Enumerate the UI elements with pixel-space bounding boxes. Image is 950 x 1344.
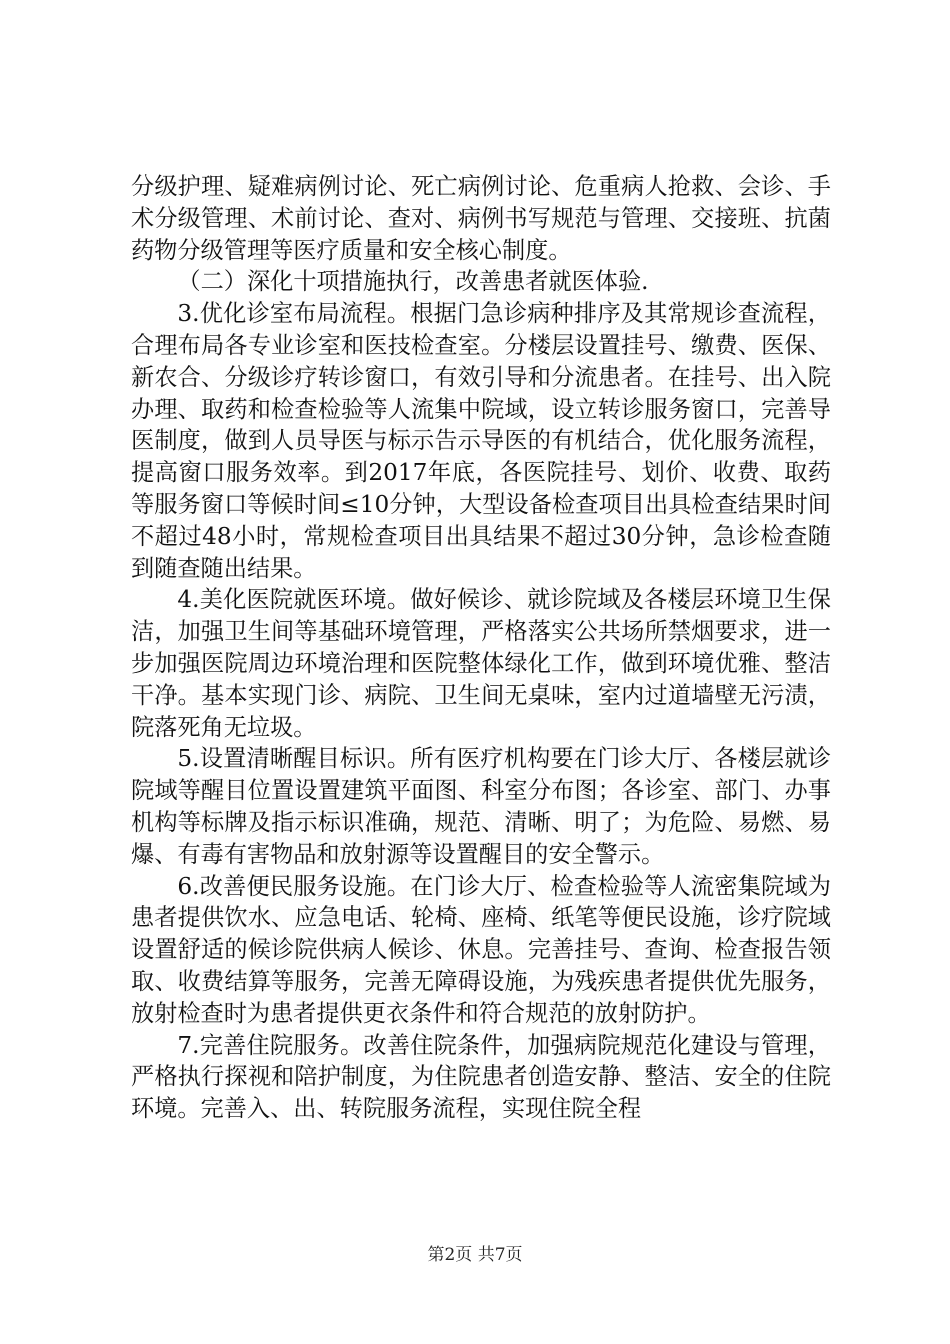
paragraph-item-3: 3.优化诊室布局流程。根据门急诊病种排序及其常规诊查流程，合理布局各专业诊室和医技检查室。分楼层设置挂号、缴费、医保、新农合、分级诊疗转诊窗口，有效引导和分流患者。在挂号、出入院办理、取药和检查检验等人流集中院域，设立转诊服务窗口，完善导医制度，做到人员导医与标示告示导医的有机结合，优化服务流程，提高窗口服务效率。到2017年底，各医院挂号、划价、收费、取药等服务窗口等候时间≤10分钟，大型设备检查项目出具检查结果时间不超过48小时，常规检查项目出具结果不超过30分钟，急诊检查随到随查随出结果。 — [131, 300, 831, 582]
paragraph-item-7: 7.完善住院服务。改善住院条件，加强病院规范化建设与管理，严格执行探视和陪护制度，为住院患者创造安静、整洁、安全的住院环境。完善入、出、转院服务流程，实现住院全程 — [131, 1031, 831, 1123]
section-heading: （二）深化十项措施执行，改善患者就医体验. — [177, 268, 649, 296]
paragraph-item-4: 4.美化医院就医环境。做好候诊、就诊院域及各楼层环境卫生保洁，加强卫生间等基础环境管理，严格落实公共场所禁烟要求，进一步加强医院周边环境治理和医院整体绿化工作，做到环境优雅、整洁干净。基本实现门诊、病院、卫生间无桌味，室内过道墙壁无污渍，院落死角无垃圾。 — [131, 586, 831, 741]
paragraph-item-6: 6.改善便民服务设施。在门诊大厅、检查检验等人流密集院域为患者提供饮水、应急电话、轮椅、座椅、纸笔等便民设施，诊疗院域设置舒适的候诊院供病人候诊、休息。完善挂号、查询、检查报告领取、收费结算等服务，完善无障碍设施，为残疾患者提供优先服务，放射检查时为患者提供更衣条件和符合规范的放射防护。 — [131, 872, 831, 1027]
paragraph-continuation: 分级护理、疑难病例讨论、死亡病例讨论、危重病人抢救、会诊、手术分级管理、术前讨论、查对、病例书写规范与管理、交接班、抗菌药物分级管理等医疗质量和安全核心制度。 — [131, 173, 831, 264]
page-number: 第2页 共7页 — [427, 1245, 523, 1265]
paragraph-item-5: 5.设置清晰醒目标识。所有医疗机构要在门诊大厅、各楼层就诊院域等醒目位置设置建筑平面图、科室分布图；各诊室、部门、办事机构等标牌及指示标识准确，规范、清晰、明了；为危险、易燃、易爆、有毒有害物品和放射源等设置醒目的安全警示。 — [131, 745, 831, 868]
document-body — [131, 171, 831, 1125]
